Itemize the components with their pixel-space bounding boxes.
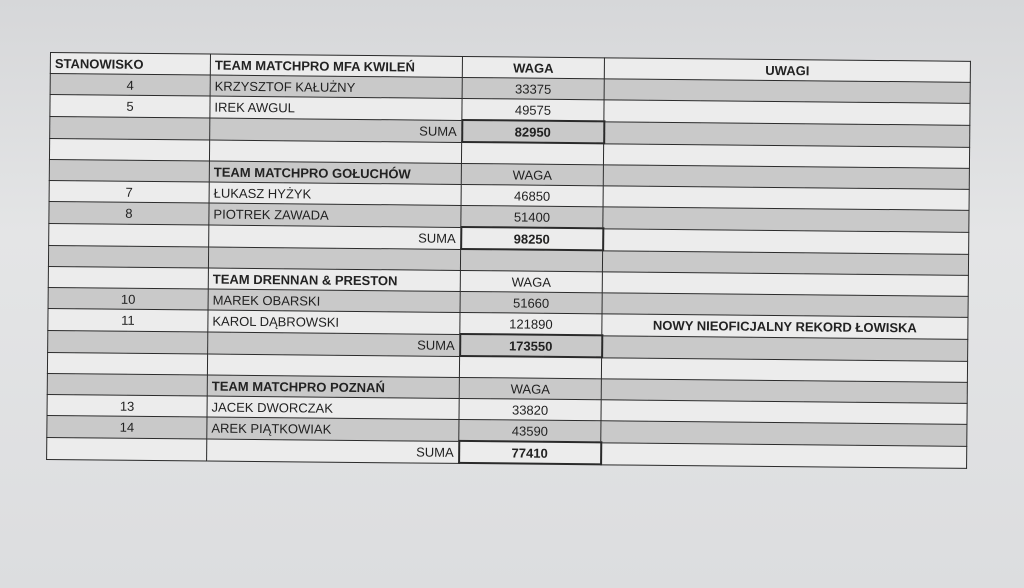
waga-cell: 121890 (460, 312, 602, 335)
team-name: TEAM MATCHPRO POZNAŃ (207, 375, 459, 398)
waga-cell: 51400 (461, 205, 603, 228)
suma-label: SUMA (208, 332, 460, 356)
empty-cell (459, 356, 601, 379)
team-name: TEAM MATCHPRO GOŁUCHÓW (209, 161, 461, 184)
suma-label: SUMA (207, 439, 459, 463)
empty-cell (601, 442, 967, 468)
angler-name-cell: IREK AWGUL (210, 96, 462, 120)
angler-name-cell: KAROL DĄBROWSKI (208, 310, 460, 334)
waga-cell: 49575 (462, 98, 604, 121)
team-name: TEAM MATCHPRO MFA KWILEŃ (210, 54, 462, 77)
suma-value: 82950 (462, 120, 604, 143)
empty-cell (208, 247, 460, 271)
stanowisko-cell: 13 (47, 394, 207, 417)
suma-value: 77410 (459, 441, 601, 464)
waga-cell: 33375 (462, 77, 604, 99)
waga-cell: 43590 (459, 419, 601, 442)
empty-cell (49, 138, 209, 161)
results-table (46, 52, 971, 469)
empty-cell (48, 330, 208, 354)
header-stanowisko: STANOWISKO (50, 53, 210, 76)
angler-name-cell: AREK PIĄTKOWIAK (207, 417, 459, 441)
empty-cell (460, 249, 602, 272)
suma-value: 173550 (460, 334, 602, 357)
record-note: NOWY NIEOFICJALNY REKORD ŁOWISKA (602, 314, 968, 339)
header-waga: WAGA (462, 56, 604, 78)
angler-name-cell: KRZYSZTOF KAŁUŻNY (210, 75, 462, 98)
angler-name-cell: MAREK OBARSKI (208, 289, 460, 312)
suma-label: SUMA (210, 118, 462, 142)
suma-value: 98250 (461, 227, 603, 250)
stanowisko-cell: 5 (50, 95, 210, 118)
stanowisko-cell: 4 (50, 74, 210, 97)
waga-cell: 46850 (461, 184, 603, 206)
waga-label: WAGA (460, 270, 602, 292)
empty-cell (50, 116, 210, 140)
results-sheet (46, 52, 971, 469)
waga-cell: 51660 (460, 291, 602, 313)
stanowisko-cell: 8 (49, 201, 209, 224)
waga-label: WAGA (459, 377, 601, 399)
empty-cell (47, 437, 207, 461)
angler-name-cell: ŁUKASZ HYŻYK (209, 182, 461, 205)
empty-cell (207, 354, 459, 378)
waga-label: WAGA (461, 163, 603, 185)
empty-cell (47, 373, 207, 396)
waga-cell: 33820 (459, 398, 601, 420)
angler-name-cell: PIOTREK ZAWADA (209, 203, 461, 227)
header-uwagi: UWAGI (604, 58, 970, 83)
empty-cell (461, 142, 603, 165)
angler-name-cell: JACEK DWORCZAK (207, 396, 459, 419)
stanowisko-cell: 14 (47, 415, 207, 438)
empty-cell (48, 245, 208, 268)
stanowisko-cell: 11 (48, 308, 208, 331)
suma-label: SUMA (209, 225, 461, 249)
stanowisko-cell: 7 (49, 180, 209, 203)
empty-cell (48, 266, 208, 289)
empty-cell (49, 223, 209, 247)
stanowisko-cell: 10 (48, 287, 208, 310)
empty-cell (49, 159, 209, 182)
empty-cell (209, 140, 461, 164)
team-name: TEAM DRENNAN & PRESTON (208, 268, 460, 291)
empty-cell (47, 352, 207, 375)
